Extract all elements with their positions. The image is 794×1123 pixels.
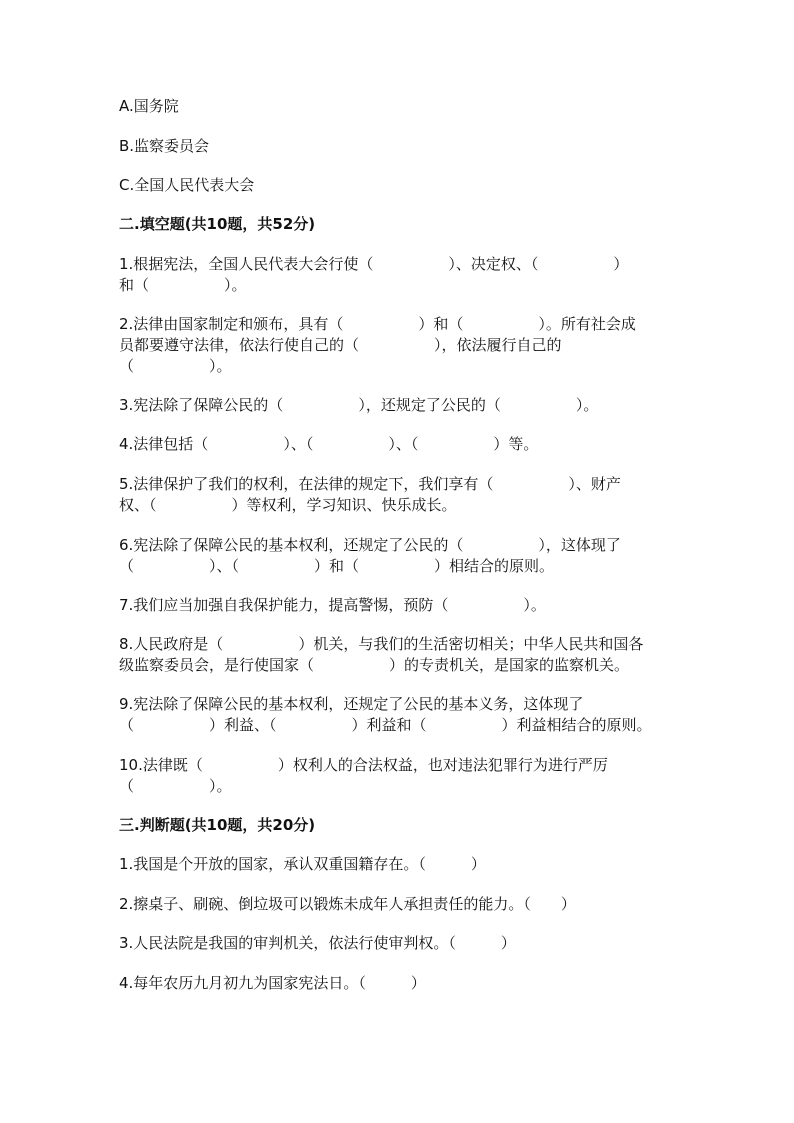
fill-question-9-line-1: 9.宪法除了保障公民的基本权利，还规定了公民的基本义务，这体现了 xyxy=(119,695,584,713)
fill-question-6-line-2: （ ）、（ ）和（ ）相结合的原则。 xyxy=(119,557,555,575)
fill-question-8-line-1: 8.人民政府是（ ）机关，与我们的生活密切相关；中华人民共和国各 xyxy=(119,635,644,653)
fill-question-2-line-2: 员都要遵守法律，依法行使自己的（ ），依法履行自己的 xyxy=(119,336,562,354)
fill-question-6-line-1: 6.宪法除了保障公民的基本权利，还规定了公民的（ ），这体现了 xyxy=(119,536,621,554)
fill-question-3: 3.宪法除了保障公民的（ ），还规定了公民的（ ）。 xyxy=(119,396,599,414)
fill-question-5-line-1: 5.法律保护了我们的权利，在法律的规定下，我们享有（ ）、财产 xyxy=(119,475,621,493)
fill-question-10-line-2: （ ）。 xyxy=(119,777,232,795)
fill-question-8-line-2: 级监察委员会，是行使国家（ ）的专责机关，是国家的监察机关。 xyxy=(119,656,630,674)
judge-section-heading: 三.判断题(共10题，共20分) xyxy=(119,816,316,834)
fill-question-4: 4.法律包括（ ）、（ ）、（ ）等。 xyxy=(119,435,539,453)
fill-question-9-line-2: （ ）利益、（ ）利益和（ ）利益相结合的原则。 xyxy=(119,716,652,734)
judge-question-1: 1.我国是个开放的国家，承认双重国籍存在。（ ） xyxy=(119,855,486,873)
fill-section-heading: 二.填空题(共10题，共52分) xyxy=(119,215,316,233)
fill-question-10-line-1: 10.法律既（ ）权利人的合法权益，也对违法犯罪行为进行严厉 xyxy=(119,756,608,774)
judge-question-2: 2.擦桌子、刷碗、倒垃圾可以锻炼未成年人承担责任的能力。（ ） xyxy=(119,895,576,913)
judge-question-4: 4.每年农历九月初九为国家宪法日。（ ） xyxy=(119,974,426,992)
fill-question-7: 7.我们应当加强自我保护能力，提高警惕，预防（ ）。 xyxy=(119,596,546,614)
option-a: A.国务院 xyxy=(119,97,179,115)
option-b: B.监察委员会 xyxy=(119,137,210,155)
fill-question-1-line-2: 和（ ）。 xyxy=(119,276,247,294)
fill-question-2-line-1: 2.法律由国家制定和颁布，具有（ ）和（ ）。所有社会成 xyxy=(119,315,636,333)
judge-question-3: 3.人民法院是我国的审判机关，依法行使审判权。（ ） xyxy=(119,934,516,952)
fill-question-1-line-1: 1.根据宪法，全国人民代表大会行使（ ）、决定权、（ ） xyxy=(119,255,629,273)
fill-question-2-line-3: （ ）。 xyxy=(119,357,232,375)
fill-question-5-line-2: 权、（ ）等权利，学习知识、快乐成长。 xyxy=(119,496,457,514)
option-c: C.全国人民代表大会 xyxy=(119,176,255,194)
